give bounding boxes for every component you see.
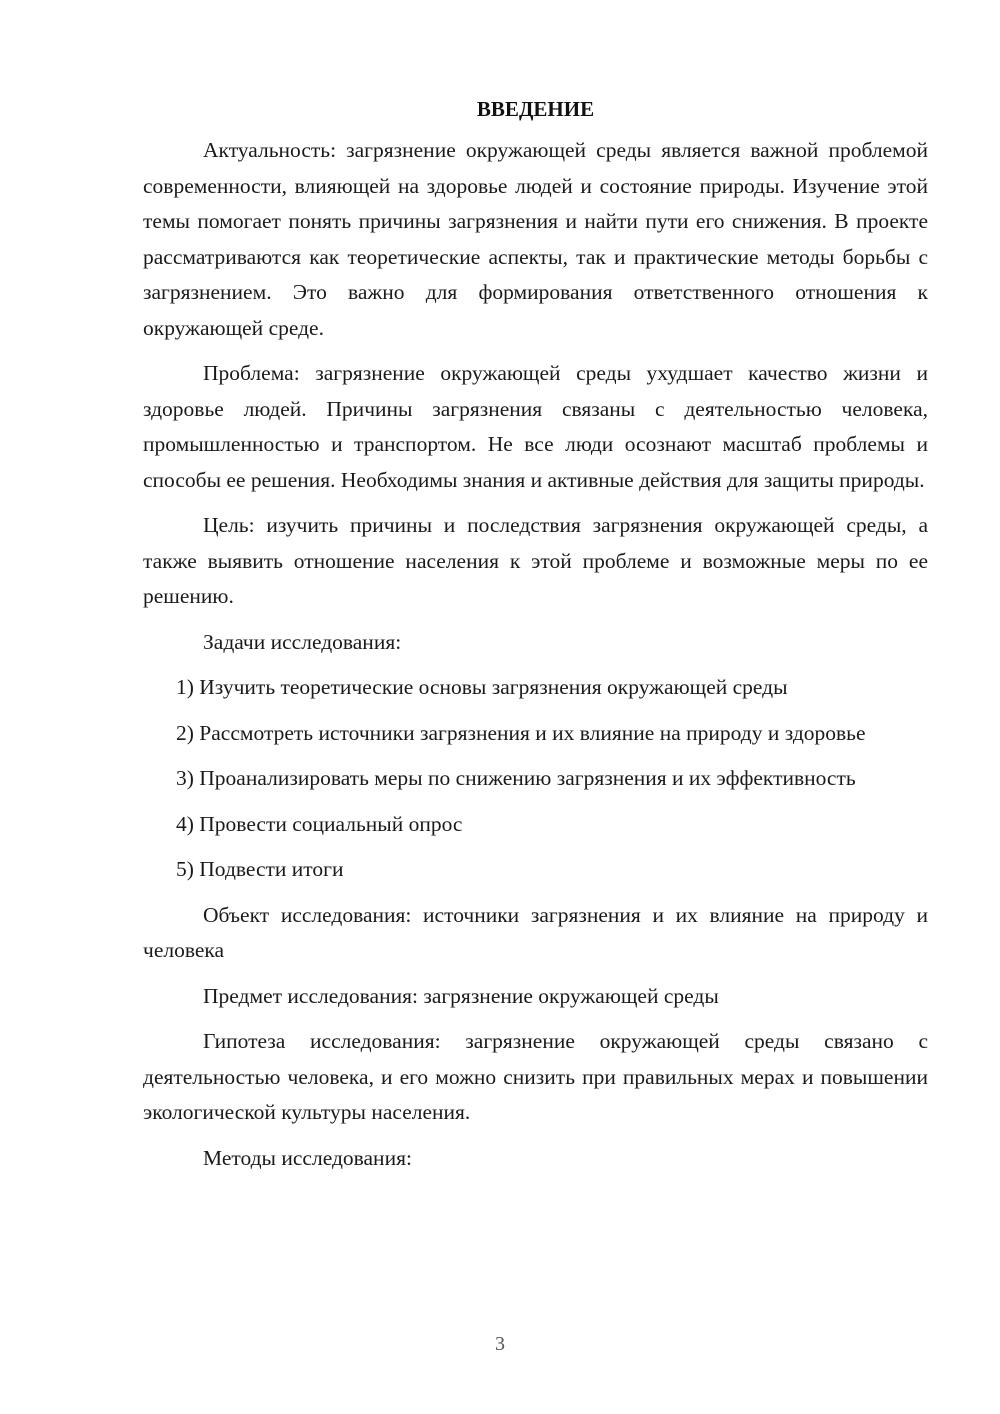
tasks-heading: Задачи исследования: (203, 629, 402, 654)
problem-paragraph: Проблема: загрязнение окружающей среды ухудшает качество жизни и здоровье людей. Причины загрязнения связаны с деятельностью человека, промышленностью и транспортом. Не все люди осознают масштаб проблемы и способы ее решения. Необходимы знания и активные действия для защиты природы. (143, 361, 928, 492)
goal-paragraph: Цель: изучить причины и последствия загрязнения окружающей среды, а также выявить отношение населения к этой проблеме и возможные меры по ее решению. (143, 513, 928, 608)
page-number: 3 (495, 1333, 505, 1355)
object-paragraph: Объект исследования: источники загрязнения и их влияние на природу и человека (143, 902, 928, 962)
task-item-2: 2) Рассмотреть источники загрязнения и их влияние на природу и здоровье (176, 720, 866, 745)
relevance-paragraph: Актуальность: загрязнение окружающей среды является важной проблемой современности, влияющей на здоровье людей и состояние природы. Изучение этой темы помогает понять причины загрязнения и найти пути его снижения. В проекте рассматриваются как теоретические аспекты, так и практические методы борьбы с загрязнением. Это важно для формирования ответственного отношения к окружающей среде. (143, 138, 928, 340)
task-item-3: 3) Проанализировать меры по снижению загрязнения и их эффективность (176, 766, 856, 790)
document-page (143, 92, 928, 1186)
task-item-4: 4) Провести социальный опрос (176, 811, 463, 836)
task-item-5: 5) Подвести итоги (176, 857, 344, 881)
subject-paragraph: Предмет исследования: загрязнение окружающей среды (203, 983, 719, 1008)
section-title: ВВЕДЕНИЕ (476, 97, 595, 121)
methods-paragraph: Методы исследования: (203, 1145, 412, 1170)
task-item-1: 1) Изучить теоретические основы загрязнения окружающей среды (176, 675, 788, 699)
hypothesis-paragraph: Гипотеза исследования: загрязнение окружающей среды связано с деятельностью человека, и его можно снизить при правильных мерах и повышении экологической культуры населения. (143, 1029, 928, 1124)
